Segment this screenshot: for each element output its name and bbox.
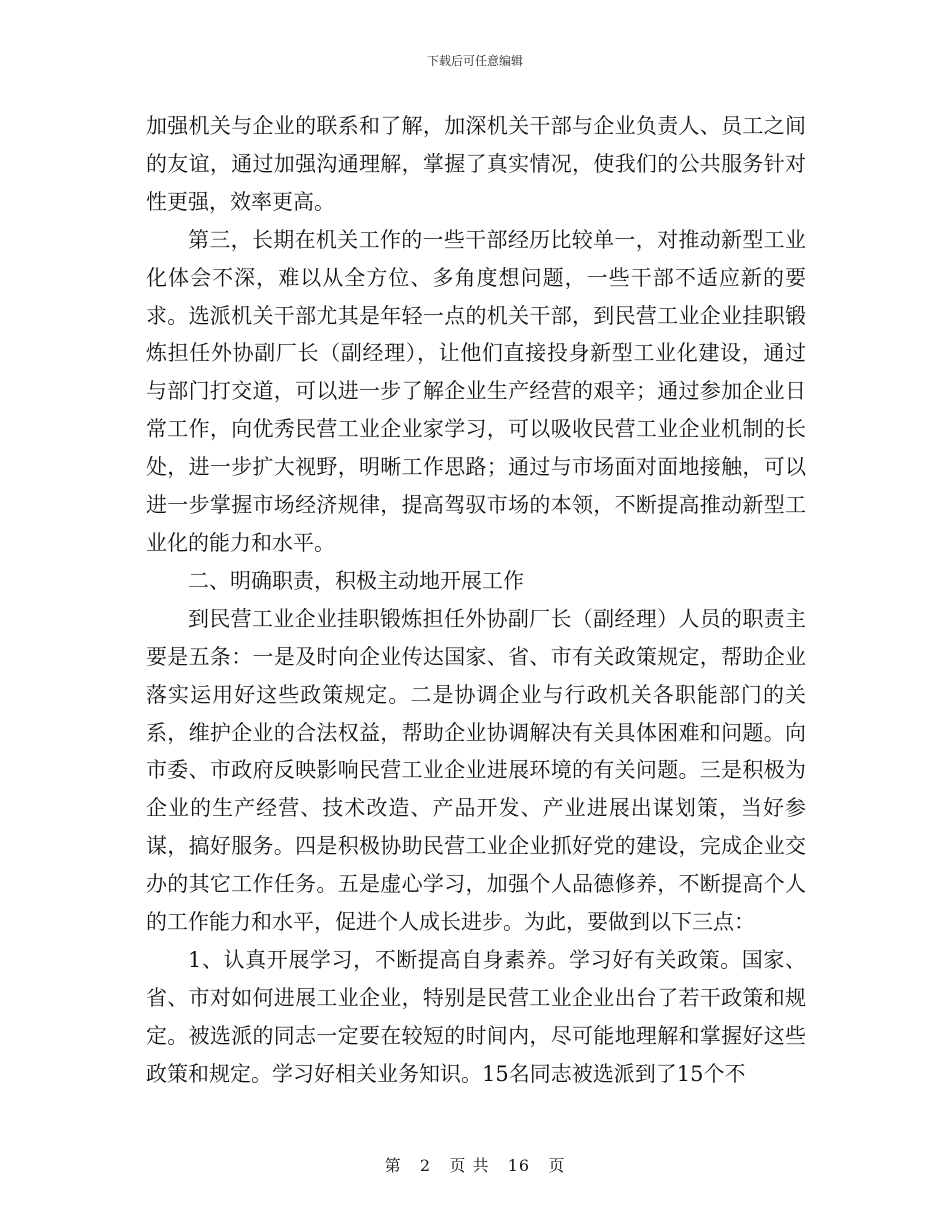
paragraph: 1、认真开展学习，不断提高自身素养。学习好有关政策。国家、省、市对如何进展工业企业，特别是民营工业企业出台了若干政策和规定。被选派的同志一定要在较短的时间内，尽可能地理解和掌握好这些政策和规定。学习好相关业务知识。15名同志被选派到了15个不 bbox=[146, 947, 806, 1086]
header-note: 下载后可任意编辑 bbox=[426, 54, 523, 68]
section-heading: 二、明确职责，积极主动地开展工作 bbox=[188, 568, 524, 593]
footer-suffix: 页 bbox=[548, 1156, 566, 1175]
footer-middle: 页 共 bbox=[449, 1156, 490, 1175]
footer-total-pages: 16 bbox=[507, 1156, 531, 1175]
body-text bbox=[146, 108, 806, 1094]
footer-prefix: 第 bbox=[384, 1156, 402, 1175]
paragraph: 到民营工业企业挂职锻炼担任外协副厂长（副经理）人员的职责主要是五条：一是及时向企业传达国家、省、市有关政策规定，帮助企业落实运用好这些政策规定。二是协调企业与行政机关各职能部门的关系，维护企业的合法权益，帮助企业协调解决有关具体困难和问题。向市委、市政府反映影响民营工业企业进展环境的有关问题。三是积极为企业的生产经营、技术改造、产品开发、产业进展出谋划策，当好参谋，搞好服务。四是积极协助民营工业企业抓好党的建设，完成企业交办的其它工作任务。五是虚心学习，加强个人品德修养，不断提高个人的工作能力和水平，促进个人成长进步。为此，要做到以下三点： bbox=[146, 606, 806, 935]
footer-page-number: 2 bbox=[419, 1156, 432, 1175]
paragraph: 加强机关与企业的联系和了解，加深机关干部与企业负责人、员工之间的友谊，通过加强沟通理解，掌握了真实情况，使我们的公共服务针对性更强，效率更高。 bbox=[146, 114, 806, 214]
page-footer bbox=[0, 1153, 950, 1176]
paragraph: 第三，长期在机关工作的一些干部经历比较单一，对推动新型工业化体会不深，难以从全方位、多角度想问题，一些干部不适应新的要求。选派机关干部尤其是年轻一点的机关干部，到民营工业企业挂职锻炼担任外协副厂长（副经理），让他们直接投身新型工业化建设，通过与部门打交道，可以进一步了解企业生产经营的艰辛；通过参加企业日常工作，向优秀民营工业企业家学习，可以吸收民营工业企业机制的长处，进一步扩大视野，明晰工作思路；通过与市场面对面地接触，可以进一步掌握市场经济规律，提高驾驭市场的本领，不断提高推动新型工业化的能力和水平。 bbox=[146, 227, 806, 555]
